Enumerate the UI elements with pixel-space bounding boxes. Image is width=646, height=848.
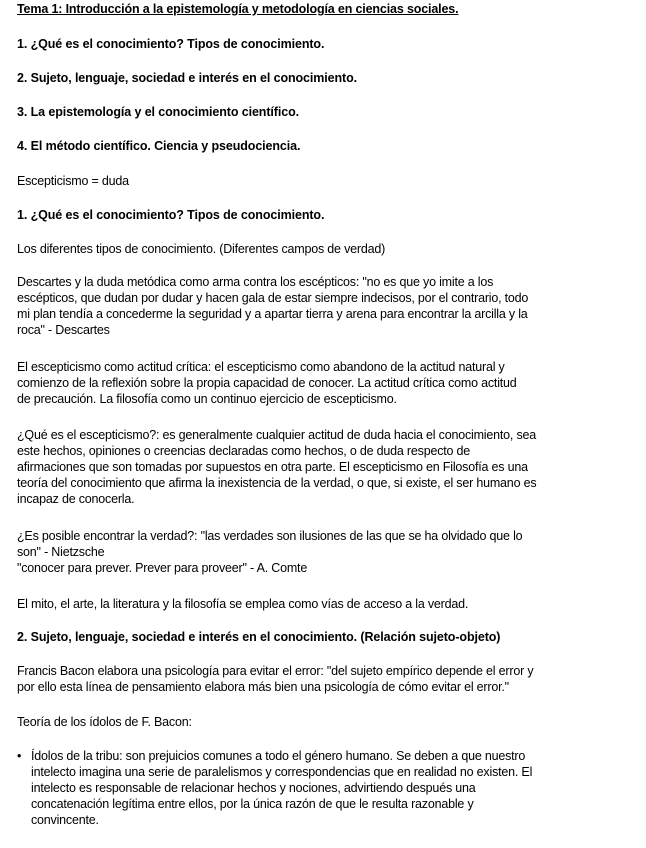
bullet-line: convincente. (31, 813, 99, 827)
section-2-paragraph-1 (17, 663, 631, 695)
paragraph-line: Descartes y la duda metódica como arma contra los escépticos: "no es que yo imite a los (17, 275, 494, 289)
bullet-text (31, 748, 631, 828)
bullet-line: Ídolos de la tribu: son prejuicios comunes a todo el género humano. Se deben a que nuestro (31, 749, 526, 763)
toc-item-3: 3. La epistemología y el conocimiento científico. (17, 105, 299, 119)
section-1-paragraph-1: Los diferentes tipos de conocimiento. (Diferentes campos de verdad) (17, 242, 386, 256)
paragraph-line: comienzo de la reflexión sobre la propia capacidad de conocer. La actitud crítica como actitud (17, 376, 517, 390)
section-1-paragraph-5 (17, 528, 631, 576)
paragraph-line: ¿Qué es el escepticismo?: es generalmente cualquier actitud de duda hacia el conocimiento, sea (17, 428, 537, 442)
section-1-paragraph-6: El mito, el arte, la literatura y la filosofía se emplea como vías de acceso a la verdad. (17, 597, 469, 611)
paragraph-line: por ello esta línea de pensamiento elabora más bien una psicología de cómo evitar el error." (17, 680, 509, 694)
bullet-line: intelecto es responsable de relacionar hechos y nociones, advirtiendo después una (31, 781, 476, 795)
note-text: Escepticismo = duda (17, 174, 129, 188)
paragraph-line: mi plan tendía a concederme la seguridad y a apartar tierra y arena para encontrar la arcilla y la (17, 307, 528, 321)
paragraph-line: escépticos, que dudan por dudar y hacen gala de estar siempre indecisos, por el contrario, todo (17, 291, 529, 305)
toc-item-2: 2. Sujeto, lenguaje, sociedad e interés en el conocimiento. (17, 71, 358, 85)
section-2-paragraph-2: Teoría de los ídolos de F. Bacon: (17, 715, 192, 729)
section-1-paragraph-2 (17, 274, 631, 338)
document-title: Tema 1: Introducción a la epistemología y metodología en ciencias sociales. (17, 2, 459, 16)
paragraph-line: de precaución. La filosofía como un continuo ejercicio de escepticismo. (17, 392, 397, 406)
paragraph-line: roca" - Descartes (17, 323, 110, 337)
paragraph-line: teoría del conocimiento que afirma la inexistencia de la verdad, o que, si existe, el ser humano es (17, 476, 537, 490)
paragraph-line: Francis Bacon elabora una psicología para evitar el error: "del sujeto empírico depende el error y (17, 664, 534, 678)
paragraph-line: "conocer para prever. Prever para proveer" - A. Comte (17, 561, 308, 575)
section-2-heading: 2. Sujeto, lenguaje, sociedad e interés en el conocimiento. (Relación sujeto-objeto) (17, 630, 501, 644)
section-1-heading: 1. ¿Qué es el conocimiento? Tipos de conocimiento. (17, 208, 325, 222)
paragraph-line: este hechos, opiniones o creencias declaradas como hechos, o de duda respecto de (17, 444, 471, 458)
paragraph-line: incapaz de conocerla. (17, 492, 135, 506)
section-1-paragraph-3 (17, 359, 631, 407)
section-1-paragraph-4 (17, 427, 631, 507)
toc-item-4: 4. El método científico. Ciencia y pseudociencia. (17, 139, 301, 153)
paragraph-line: El escepticismo como actitud crítica: el escepticismo como abandono de la actitud natural y (17, 360, 505, 374)
paragraph-line: son" - Nietzsche (17, 545, 105, 559)
paragraph-line: ¿Es posible encontrar la verdad?: "las verdades son ilusiones de las que se ha olvidado que lo (17, 529, 523, 543)
paragraph-line: afirmaciones que son tomadas por supuestos en otra parte. El escepticismo en Filosofía es una (17, 460, 528, 474)
bullet-line: concatenación legítima entre ellos, por la única razón de que le resulta razonable y (31, 797, 474, 811)
bullet-line: intelecto imagina una serie de paralelismos y correspondencias que en realidad no existen. El (31, 765, 533, 779)
bullet-icon: • (17, 749, 22, 763)
toc-item-1: 1. ¿Qué es el conocimiento? Tipos de conocimiento. (17, 37, 325, 51)
